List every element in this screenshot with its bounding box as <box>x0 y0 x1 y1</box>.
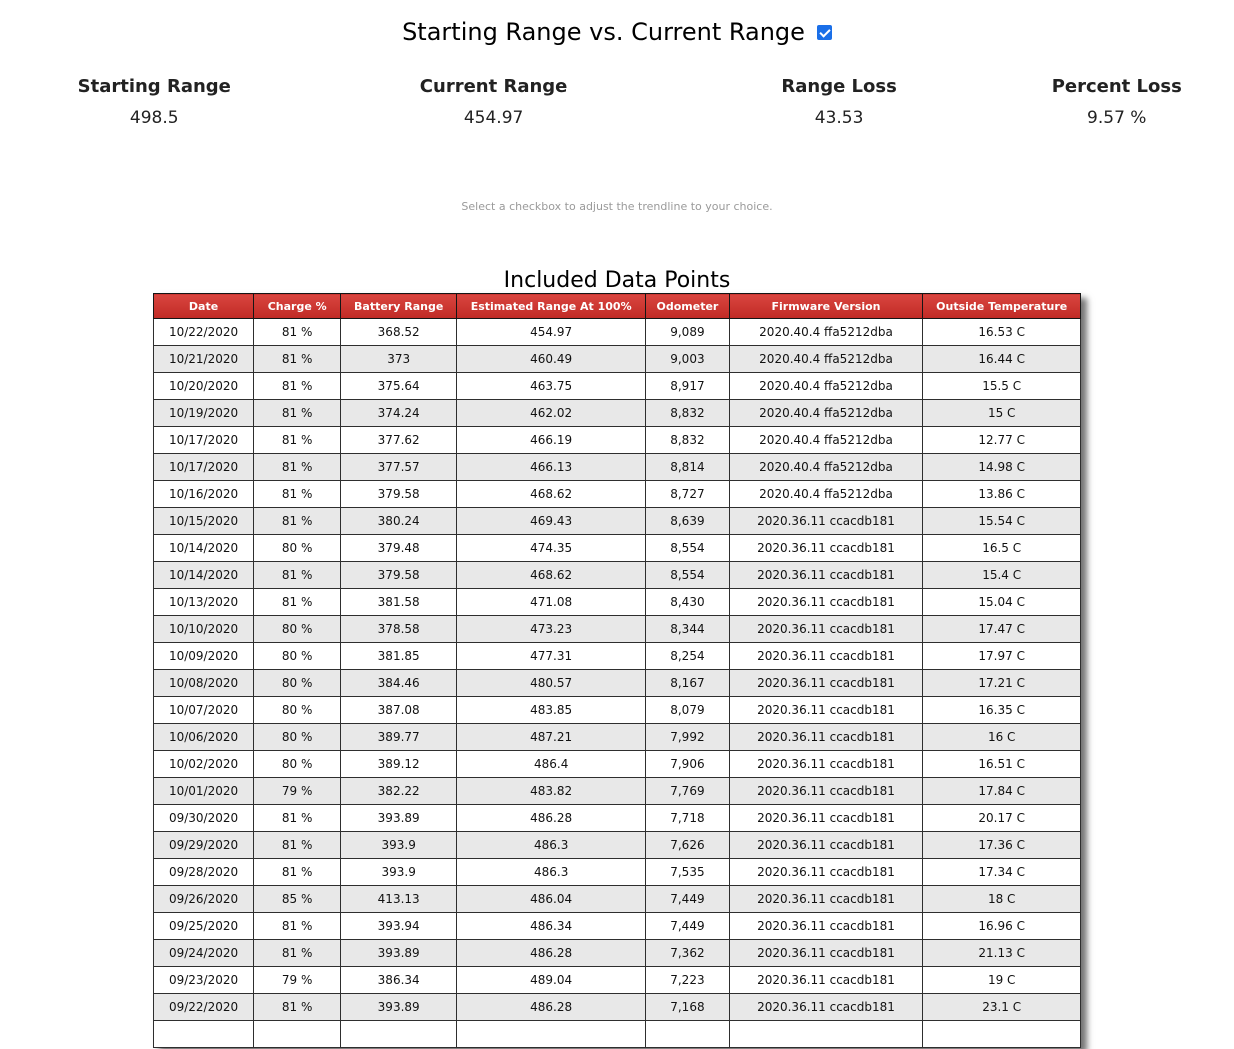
table-cell: 9,003 <box>646 346 729 373</box>
table-cell: 09/28/2020 <box>154 859 254 886</box>
table-cell: 486.3 <box>457 832 646 859</box>
table-cell: 7,626 <box>646 832 729 859</box>
table-cell: 466.19 <box>457 427 646 454</box>
table-row <box>154 805 1081 832</box>
table-cell: 2020.36.11 ccacdb181 <box>729 670 923 697</box>
table-cell: 13.86 C <box>923 481 1081 508</box>
stat-percent-loss <box>1000 76 1234 128</box>
table-cell: 10/09/2020 <box>154 643 254 670</box>
table-cell: 81 % <box>254 319 341 346</box>
table-cell: 17.34 C <box>923 859 1081 886</box>
table-cell: 8,344 <box>646 616 729 643</box>
table-cell: 7,992 <box>646 724 729 751</box>
column-header: Outside Temperature <box>923 294 1081 319</box>
table-row <box>154 454 1081 481</box>
table-cell: 2020.36.11 ccacdb181 <box>729 508 923 535</box>
table-cell: 393.89 <box>341 940 457 967</box>
table-cell: 2020.36.11 ccacdb181 <box>729 805 923 832</box>
table-cell: 2020.36.11 ccacdb181 <box>729 643 923 670</box>
table-cell: 10/07/2020 <box>154 697 254 724</box>
table-cell: 8,554 <box>646 535 729 562</box>
table-row <box>154 913 1081 940</box>
table-cell: 473.23 <box>457 616 646 643</box>
table-cell: 81 % <box>254 373 341 400</box>
table-cell: 80 % <box>254 670 341 697</box>
table-cell: 2020.36.11 ccacdb181 <box>729 886 923 913</box>
table-row <box>154 886 1081 913</box>
table-cell: 2020.36.11 ccacdb181 <box>729 940 923 967</box>
table-cell: 378.58 <box>341 616 457 643</box>
table-row <box>154 643 1081 670</box>
table-cell: 18 C <box>923 886 1081 913</box>
table-cell: 9,089 <box>646 319 729 346</box>
table-cell: 16.44 C <box>923 346 1081 373</box>
table-cell: 377.57 <box>341 454 457 481</box>
table-cell: 81 % <box>254 346 341 373</box>
trendline-hint: Select a checkbox to adjust the trendline to your choice. <box>461 200 773 213</box>
table-cell <box>729 1021 923 1048</box>
table-row <box>154 967 1081 994</box>
table-row <box>154 616 1081 643</box>
table-cell: 09/26/2020 <box>154 886 254 913</box>
column-header: Date <box>154 294 254 319</box>
table-cell: 7,535 <box>646 859 729 886</box>
table-row <box>154 940 1081 967</box>
table-cell: 381.85 <box>341 643 457 670</box>
table-cell: 2020.40.4 ffa5212dba <box>729 319 923 346</box>
table-cell: 8,917 <box>646 373 729 400</box>
table-cell: 80 % <box>254 535 341 562</box>
table-cell: 80 % <box>254 643 341 670</box>
table-cell: 09/22/2020 <box>154 994 254 1021</box>
table-cell: 16.35 C <box>923 697 1081 724</box>
table-cell: 483.82 <box>457 778 646 805</box>
table-cell: 8,639 <box>646 508 729 535</box>
table-cell: 8,167 <box>646 670 729 697</box>
table-cell: 79 % <box>254 967 341 994</box>
table-row <box>154 427 1081 454</box>
table-cell: 393.9 <box>341 832 457 859</box>
table-cell: 10/06/2020 <box>154 724 254 751</box>
table-cell: 7,906 <box>646 751 729 778</box>
table-cell: 10/02/2020 <box>154 751 254 778</box>
table-cell <box>154 1021 254 1048</box>
table-cell: 468.62 <box>457 481 646 508</box>
data-points-table <box>153 293 1081 1048</box>
table-cell: 7,168 <box>646 994 729 1021</box>
column-header: Charge % <box>254 294 341 319</box>
table-cell: 2020.36.11 ccacdb181 <box>729 967 923 994</box>
battery-report-page <box>0 18 1234 1048</box>
table-cell: 477.31 <box>457 643 646 670</box>
table-row <box>154 994 1081 1021</box>
stat-label: Percent Loss <box>1051 76 1182 97</box>
table-cell: 10/17/2020 <box>154 454 254 481</box>
table-row <box>154 751 1081 778</box>
table-cell: 80 % <box>254 697 341 724</box>
table-cell: 489.04 <box>457 967 646 994</box>
table-cell: 2020.36.11 ccacdb181 <box>729 724 923 751</box>
table-cell: 7,362 <box>646 940 729 967</box>
table-cell: 462.02 <box>457 400 646 427</box>
table-cell: 387.08 <box>341 697 457 724</box>
table-row <box>154 373 1081 400</box>
table-cell: 8,727 <box>646 481 729 508</box>
table-row <box>154 778 1081 805</box>
table-cell: 7,223 <box>646 967 729 994</box>
table-cell: 393.89 <box>341 805 457 832</box>
table-cell: 09/23/2020 <box>154 967 254 994</box>
table-cell: 474.35 <box>457 535 646 562</box>
table-cell: 380.24 <box>341 508 457 535</box>
table-header-row <box>154 294 1081 319</box>
table-cell: 468.62 <box>457 562 646 589</box>
table-row <box>154 832 1081 859</box>
table-cell: 2020.36.11 ccacdb181 <box>729 616 923 643</box>
table-cell <box>646 1021 729 1048</box>
table-cell: 10/21/2020 <box>154 346 254 373</box>
table-cell: 469.43 <box>457 508 646 535</box>
table-cell: 2020.36.11 ccacdb181 <box>729 562 923 589</box>
table-cell: 389.12 <box>341 751 457 778</box>
stats-row <box>0 76 1234 128</box>
table-cell: 393.89 <box>341 994 457 1021</box>
table-cell: 7,718 <box>646 805 729 832</box>
table-cell: 10/15/2020 <box>154 508 254 535</box>
table-cell: 8,254 <box>646 643 729 670</box>
table-cell: 393.94 <box>341 913 457 940</box>
table-cell: 2020.40.4 ffa5212dba <box>729 373 923 400</box>
page-title: Starting Range vs. Current Range <box>402 18 805 46</box>
table-row <box>154 346 1081 373</box>
stat-value: 498.5 <box>129 108 179 128</box>
table-cell: 379.48 <box>341 535 457 562</box>
table-cell: 486.3 <box>457 859 646 886</box>
table-cell: 21.13 C <box>923 940 1081 967</box>
table-cell: 389.77 <box>341 724 457 751</box>
table-cell: 81 % <box>254 994 341 1021</box>
table-cell: 17.47 C <box>923 616 1081 643</box>
table-cell: 454.97 <box>457 319 646 346</box>
table-cell: 486.4 <box>457 751 646 778</box>
table-cell: 10/19/2020 <box>154 400 254 427</box>
table-cell: 10/14/2020 <box>154 535 254 562</box>
table-cell: 480.57 <box>457 670 646 697</box>
table-cell: 16.51 C <box>923 751 1081 778</box>
table-cell: 2020.36.11 ccacdb181 <box>729 535 923 562</box>
table-cell: 471.08 <box>457 589 646 616</box>
table-cell: 15.5 C <box>923 373 1081 400</box>
table-cell: 12.77 C <box>923 427 1081 454</box>
table-cell: 20.17 C <box>923 805 1081 832</box>
table-row <box>154 400 1081 427</box>
table-row <box>154 859 1081 886</box>
table-cell: 374.24 <box>341 400 457 427</box>
stat-label: Range Loss <box>781 76 897 97</box>
table-cell: 8,814 <box>646 454 729 481</box>
table-cell: 2020.40.4 ffa5212dba <box>729 346 923 373</box>
table-cell: 393.9 <box>341 859 457 886</box>
table-cell: 81 % <box>254 913 341 940</box>
table-row <box>154 697 1081 724</box>
column-header: Firmware Version <box>729 294 923 319</box>
stat-value: 454.97 <box>463 108 524 128</box>
table-cell: 486.28 <box>457 994 646 1021</box>
table-row <box>154 724 1081 751</box>
table-cell: 486.34 <box>457 913 646 940</box>
table-cell: 7,449 <box>646 886 729 913</box>
stat-label: Starting Range <box>77 76 231 97</box>
table-cell: 2020.36.11 ccacdb181 <box>729 832 923 859</box>
table-row <box>154 319 1081 346</box>
table-cell: 386.34 <box>341 967 457 994</box>
table-cell: 2020.36.11 ccacdb181 <box>729 589 923 616</box>
stat-value: 43.53 <box>814 108 864 128</box>
column-header: Odometer <box>646 294 729 319</box>
stat-value: 9.57 % <box>1087 108 1147 128</box>
table-cell: 81 % <box>254 454 341 481</box>
table-cell: 379.58 <box>341 562 457 589</box>
table-cell: 81 % <box>254 589 341 616</box>
table-cell: 2020.40.4 ffa5212dba <box>729 481 923 508</box>
table-cell: 8,430 <box>646 589 729 616</box>
table-cell: 377.62 <box>341 427 457 454</box>
table-row <box>154 562 1081 589</box>
table-cell: 85 % <box>254 886 341 913</box>
data-table-wrap <box>153 293 1081 1048</box>
table-row <box>154 589 1081 616</box>
table-cell: 413.13 <box>341 886 457 913</box>
table-row <box>154 670 1081 697</box>
table-cell: 16.5 C <box>923 535 1081 562</box>
table-cell: 09/24/2020 <box>154 940 254 967</box>
stat-current-range <box>309 76 679 128</box>
table-cell: 81 % <box>254 427 341 454</box>
table-cell: 80 % <box>254 751 341 778</box>
table-cell: 80 % <box>254 724 341 751</box>
table-cell: 17.84 C <box>923 778 1081 805</box>
table-cell: 368.52 <box>341 319 457 346</box>
table-cell: 10/13/2020 <box>154 589 254 616</box>
table-cell: 10/08/2020 <box>154 670 254 697</box>
table-cell: 16 C <box>923 724 1081 751</box>
table-cell: 373 <box>341 346 457 373</box>
table-title: Included Data Points <box>503 268 731 293</box>
table-cell: 10/01/2020 <box>154 778 254 805</box>
table-cell: 79 % <box>254 778 341 805</box>
table-cell: 10/10/2020 <box>154 616 254 643</box>
trendline-checkbox[interactable] <box>817 25 832 40</box>
stat-range-loss <box>679 76 1000 128</box>
table-cell: 16.53 C <box>923 319 1081 346</box>
table-cell: 10/20/2020 <box>154 373 254 400</box>
table-cell: 81 % <box>254 562 341 589</box>
table-cell: 81 % <box>254 832 341 859</box>
table-cell: 09/29/2020 <box>154 832 254 859</box>
table-cell: 8,832 <box>646 427 729 454</box>
table-cell: 10/17/2020 <box>154 427 254 454</box>
table-cell: 19 C <box>923 967 1081 994</box>
table-cell: 10/16/2020 <box>154 481 254 508</box>
table-cell: 2020.36.11 ccacdb181 <box>729 778 923 805</box>
table-cell: 7,769 <box>646 778 729 805</box>
table-cell: 8,079 <box>646 697 729 724</box>
stat-label: Current Range <box>419 76 568 97</box>
table-cell: 10/14/2020 <box>154 562 254 589</box>
table-cell: 23.1 C <box>923 994 1081 1021</box>
table-cell: 81 % <box>254 481 341 508</box>
table-cell: 483.85 <box>457 697 646 724</box>
table-cell: 2020.36.11 ccacdb181 <box>729 913 923 940</box>
table-cell: 81 % <box>254 805 341 832</box>
chart-title-row <box>0 18 1234 46</box>
table-cell: 2020.36.11 ccacdb181 <box>729 994 923 1021</box>
table-cell: 10/22/2020 <box>154 319 254 346</box>
table-cell: 487.21 <box>457 724 646 751</box>
table-cell: 15.54 C <box>923 508 1081 535</box>
table-cell <box>341 1021 457 1048</box>
table-cell: 375.64 <box>341 373 457 400</box>
table-cell: 15 C <box>923 400 1081 427</box>
table-cell: 486.28 <box>457 805 646 832</box>
table-cell: 2020.36.11 ccacdb181 <box>729 859 923 886</box>
table-cell: 09/25/2020 <box>154 913 254 940</box>
table-cell: 2020.36.11 ccacdb181 <box>729 697 923 724</box>
table-cell: 379.58 <box>341 481 457 508</box>
table-cell: 17.21 C <box>923 670 1081 697</box>
table-cell: 17.36 C <box>923 832 1081 859</box>
table-cell: 8,832 <box>646 400 729 427</box>
table-cell: 81 % <box>254 940 341 967</box>
table-cell: 463.75 <box>457 373 646 400</box>
column-header: Battery Range <box>341 294 457 319</box>
table-cell: 15.4 C <box>923 562 1081 589</box>
table-cell: 2020.40.4 ffa5212dba <box>729 400 923 427</box>
table-cell <box>457 1021 646 1048</box>
table-cell: 15.04 C <box>923 589 1081 616</box>
table-cell: 16.96 C <box>923 913 1081 940</box>
table-cell: 2020.40.4 ffa5212dba <box>729 427 923 454</box>
column-header: Estimated Range At 100% <box>457 294 646 319</box>
table-cell: 17.97 C <box>923 643 1081 670</box>
table-cell: 384.46 <box>341 670 457 697</box>
table-cell: 460.49 <box>457 346 646 373</box>
table-cell: 486.04 <box>457 886 646 913</box>
table-cell: 486.28 <box>457 940 646 967</box>
table-cell: 81 % <box>254 400 341 427</box>
table-cell: 7,449 <box>646 913 729 940</box>
table-cell: 09/30/2020 <box>154 805 254 832</box>
table-cell: 466.13 <box>457 454 646 481</box>
table-row <box>154 1021 1081 1048</box>
table-row <box>154 481 1081 508</box>
table-cell: 81 % <box>254 859 341 886</box>
table-cell: 2020.36.11 ccacdb181 <box>729 751 923 778</box>
table-cell: 8,554 <box>646 562 729 589</box>
table-cell: 382.22 <box>341 778 457 805</box>
stat-starting-range <box>0 76 309 128</box>
table-cell: 14.98 C <box>923 454 1081 481</box>
table-cell <box>254 1021 341 1048</box>
table-row <box>154 508 1081 535</box>
table-cell: 2020.40.4 ffa5212dba <box>729 454 923 481</box>
table-row <box>154 535 1081 562</box>
table-cell <box>923 1021 1081 1048</box>
table-cell: 81 % <box>254 508 341 535</box>
table-cell: 381.58 <box>341 589 457 616</box>
table-cell: 80 % <box>254 616 341 643</box>
